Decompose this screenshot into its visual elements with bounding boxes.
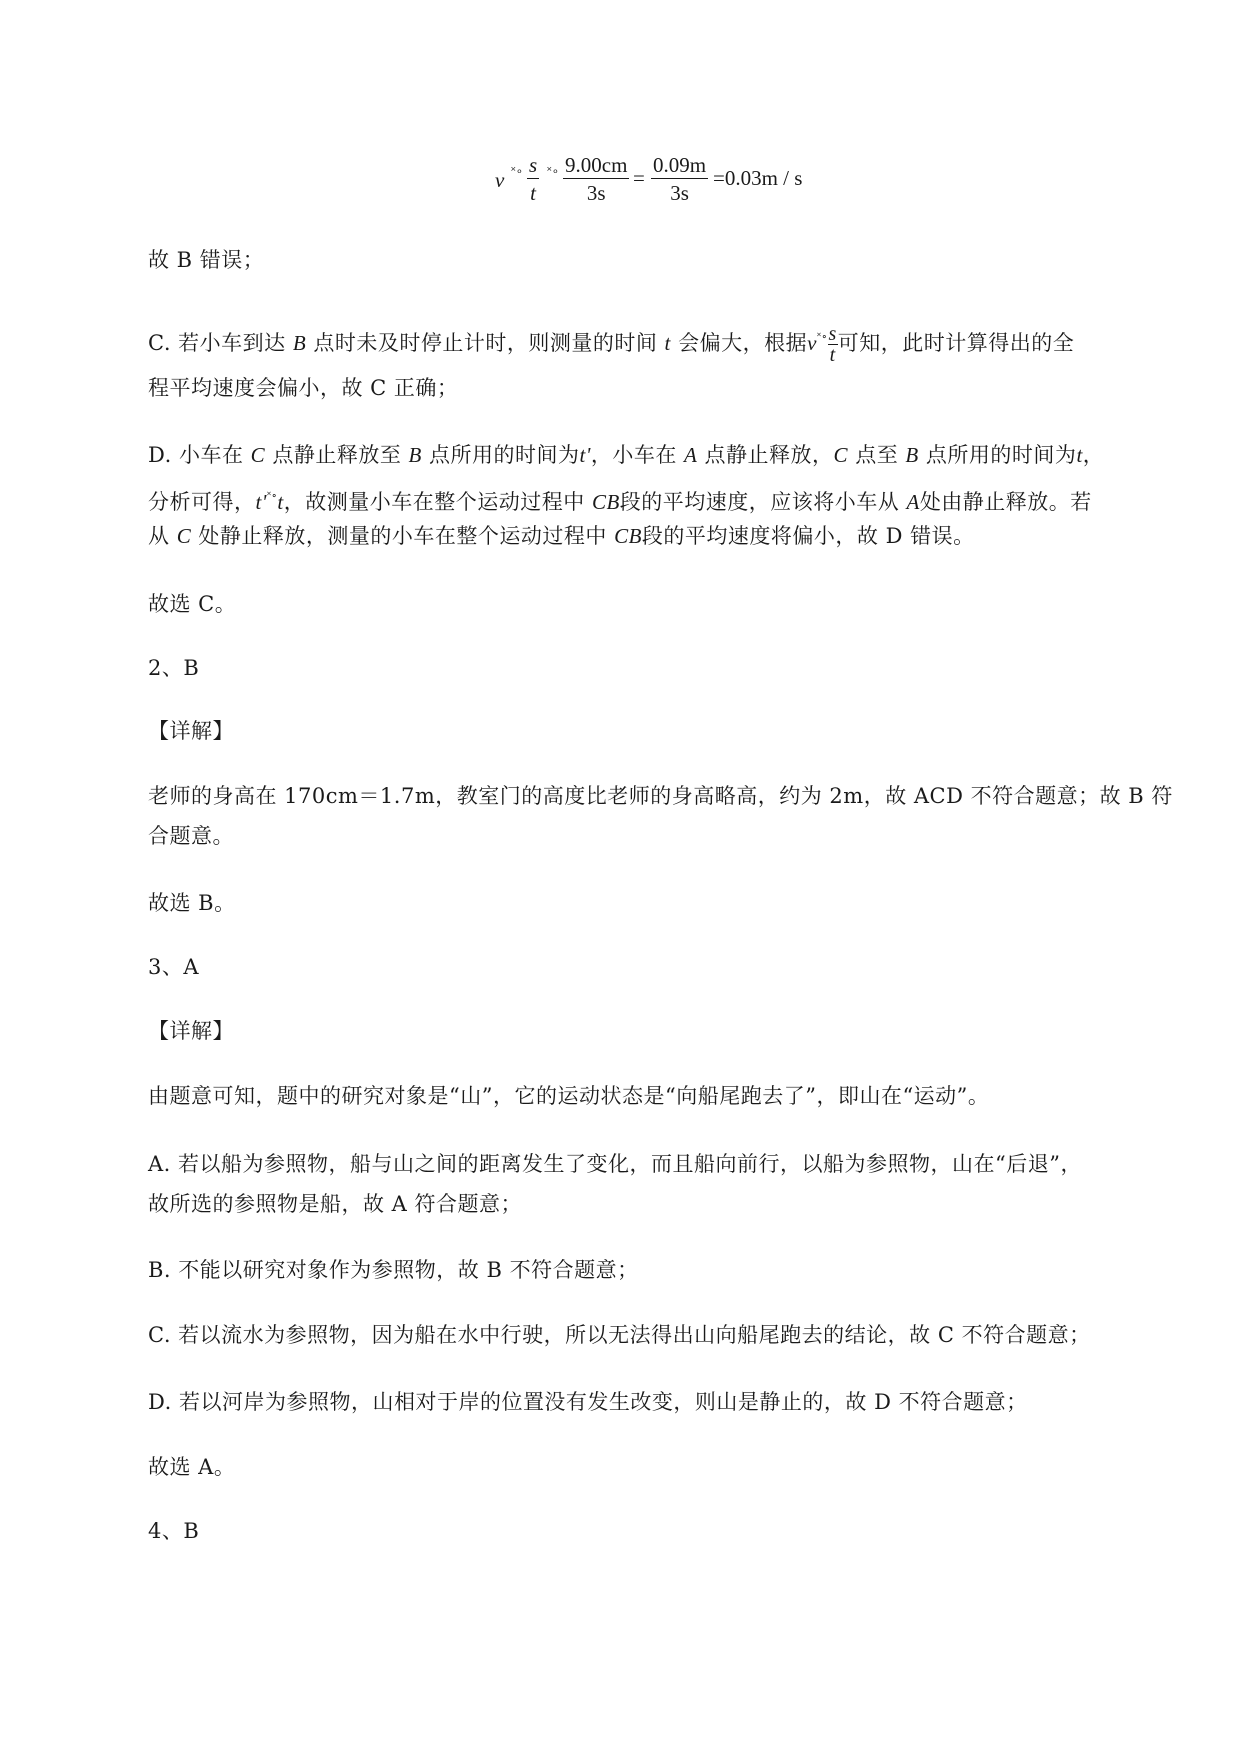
text-line: 故所选的参照物是船，故 A 符合题意； (148, 1192, 523, 1216)
eq-fraction-1 (563, 152, 629, 207)
eq-symbol-2: ˟∘ (547, 164, 560, 178)
text-line: 合题意。 (148, 824, 234, 848)
question-number: 2、B (148, 656, 200, 680)
eq-fraction-2 (651, 152, 708, 207)
section-heading: 【详解】 (148, 1019, 234, 1043)
answer-line: 故选 B。 (148, 891, 236, 915)
eq-fraction-s-t (527, 152, 539, 207)
text-line: 老师的身高在 170cm＝1.7m，教室门的高度比老师的身高略高，约为 2m，故 ACD 不符合题意；故 B 符 (148, 784, 1173, 808)
eq-v: v (495, 168, 505, 192)
text-line: 由题意可知，题中的研究对象是“山”，它的运动状态是“向船尾跑去了”，即山在“运动”。 (148, 1084, 990, 1108)
option-d-line-1: D. 小车在 C 点静止释放至 B 点所用的时间为t'，小车在 A 点静止释放，C 点至 B 点所用的时间为t， (148, 443, 1105, 467)
option-d-line-3: 从 C 处静止释放，测量的小车在整个运动过程中 CB段的平均速度将偏小，故 D 错误。 (148, 524, 975, 548)
text-line: 故 B 错误； (148, 248, 265, 272)
text-line: D. 若以河岸为参照物，山相对于岸的位置没有发生改变，则山是静止的，故 D 不符合题意； (148, 1390, 1028, 1414)
eq-s: s (529, 153, 538, 177)
inline-fraction: $\frac{s}{t}$ (828, 323, 837, 366)
eq-symbol: ˟∘ (511, 164, 524, 178)
answer-line: 故选 A。 (148, 1455, 236, 1479)
text-line: C. 若以流水为参照物，因为船在水中行驶，所以无法得出山向船尾跑去的结论，故 C 不符合题意； (148, 1323, 1091, 1347)
eq-result: =0.03m / s (713, 166, 803, 190)
eq-num1: 9.00cm (565, 153, 628, 177)
option-c-line: C. 若小车到达 B 点时未及时停止计时，则测量的时间 t 会偏大，根据v˟∘ $\frac{s}{t}$ 可知，此时计算得出的全 (148, 323, 1075, 366)
section-heading: 【详解】 (148, 719, 234, 743)
text-line: 程平均速度会偏小，故 C 正确； (148, 376, 459, 400)
answer-line: 故选 C。 (148, 592, 237, 616)
question-number: 3、A (148, 955, 200, 979)
eq-t: t (530, 181, 537, 205)
question-number: 4、B (148, 1519, 200, 1543)
eq-den2: 3s (670, 181, 689, 205)
eq-num2: 0.09m (653, 153, 707, 177)
text-line: A. 若以船为参照物，船与山之间的距离发生了变化，而且船向前行，以船为参照物，山在“后退”， (148, 1152, 1082, 1176)
text-line: B. 不能以研究对象作为参照物，故 B 不符合题意； (148, 1258, 639, 1282)
eq-den1: 3s (586, 181, 606, 205)
eq-equals: = (633, 166, 645, 190)
option-d-line-2: 分析可得，t'˟∘t，故测量小车在整个运动过程中 CB段的平均速度，应该将小车从 A处由静止释放。若 (148, 489, 1092, 514)
